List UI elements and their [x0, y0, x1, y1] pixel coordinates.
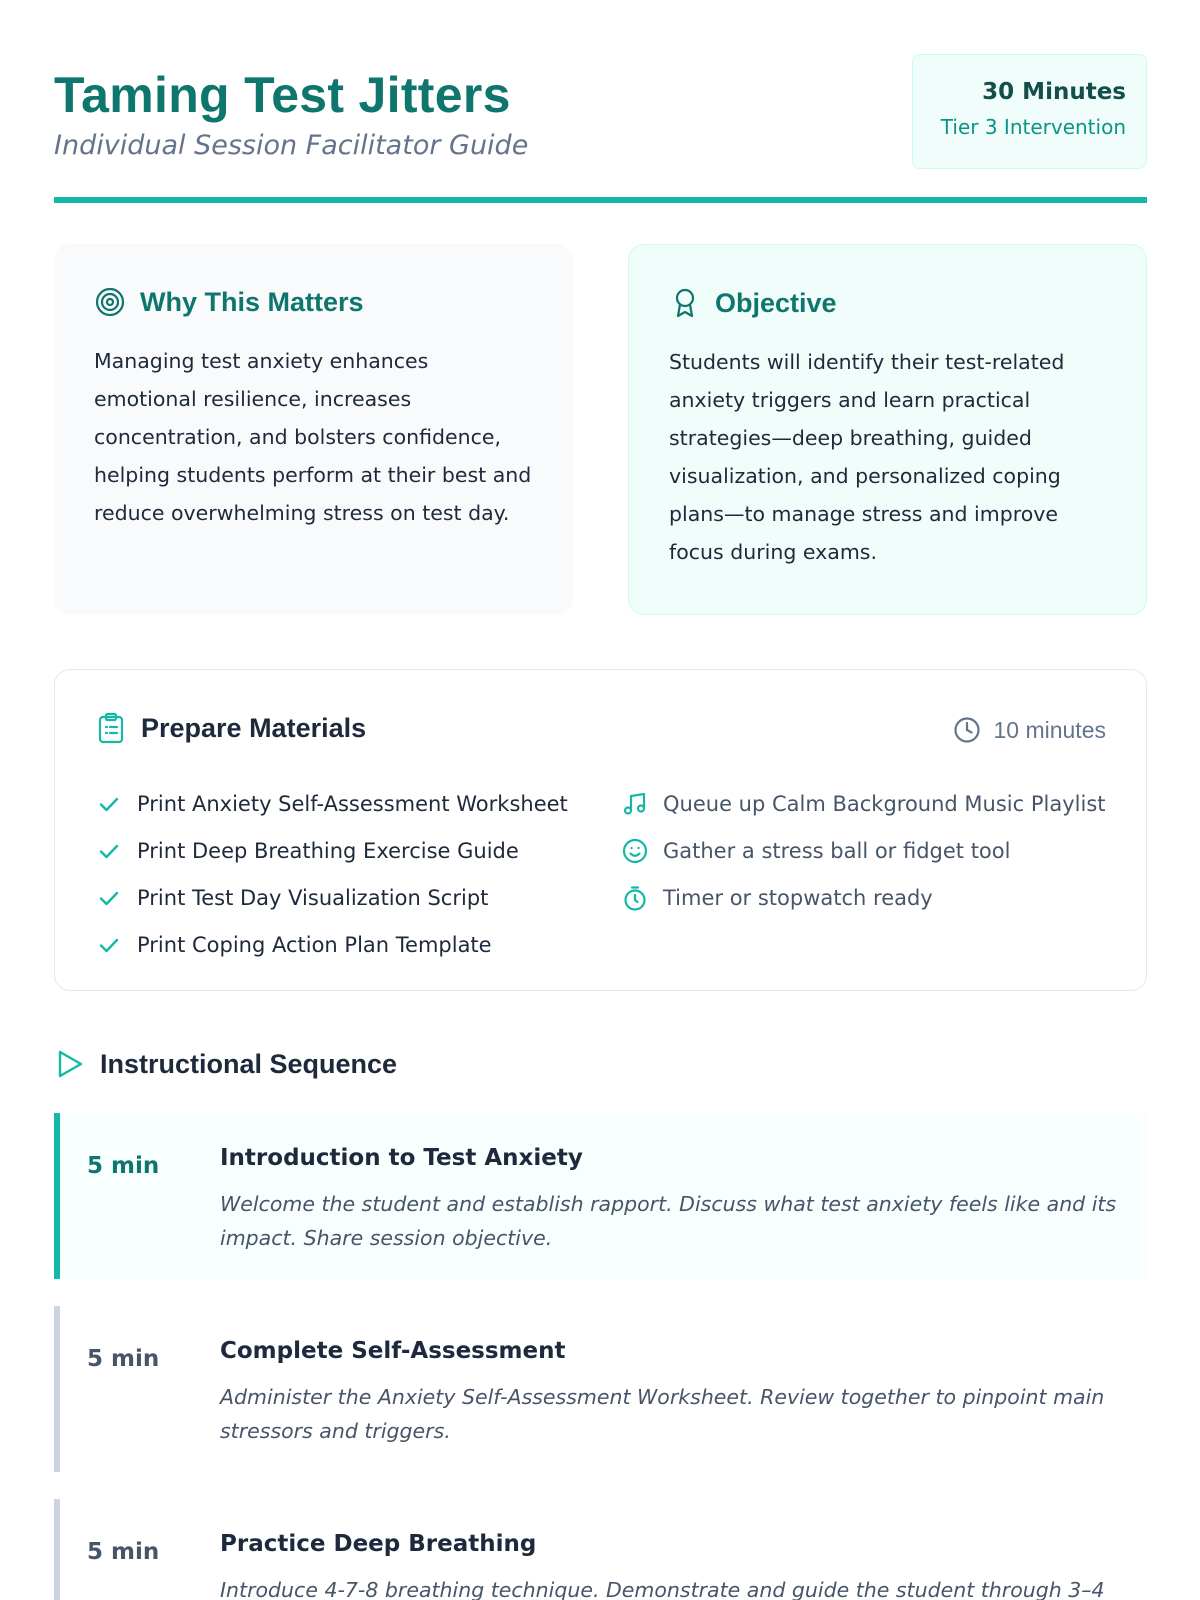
- stopwatch-icon: [621, 884, 649, 912]
- list-item: [621, 780, 1106, 827]
- list-item: [621, 827, 1106, 874]
- step-title: Practice Deep Breathing: [220, 1531, 537, 1557]
- list-item: [95, 780, 568, 827]
- list-item: [95, 827, 568, 874]
- materials-setup-list: [621, 780, 1106, 921]
- page-title: Taming Test Jitters: [54, 67, 511, 123]
- material-label: Gather a stress ball or fidget tool: [663, 838, 1011, 863]
- material-label: Print Deep Breathing Exercise Guide: [137, 838, 519, 863]
- why-card-body: Managing test anxiety enhances emotional resilience, increases concentration, and bolsters confidence, helping students perform at their best and reduce overwhelming stress on test day.: [94, 349, 532, 525]
- materials-header: [95, 712, 366, 744]
- why-card-heading: Why This Matters: [140, 286, 364, 317]
- step-duration: 5 min: [87, 1346, 160, 1372]
- smile-icon: [621, 837, 649, 865]
- clock-icon: [953, 716, 981, 744]
- materials-print-list: [95, 780, 568, 968]
- sequence-heading: Instructional Sequence: [100, 1048, 398, 1079]
- objective-card: [628, 244, 1147, 615]
- material-label: Print Test Day Visualization Script: [137, 885, 489, 910]
- sequence-step: [54, 1113, 1147, 1279]
- materials-heading: Prepare Materials: [141, 712, 367, 743]
- objective-card-header: [669, 287, 837, 319]
- material-label: Queue up Calm Background Music Playlist: [663, 791, 1106, 816]
- session-duration: 30 Minutes: [982, 79, 1126, 105]
- list-item: [95, 874, 568, 921]
- step-duration: 5 min: [87, 1539, 160, 1565]
- step-title: Complete Self-Assessment: [220, 1338, 566, 1364]
- step-description: Introduce 4-7-8 breathing technique. Demonstrate and guide the student through 3–4: [220, 1578, 1105, 1600]
- step-description: Administer the Anxiety Self-Assessment Worksheet. Review together to pinpoint main stressors and triggers.: [220, 1385, 1105, 1443]
- target-icon: [94, 286, 126, 318]
- material-label: Timer or stopwatch ready: [663, 885, 933, 910]
- prep-time-label: 10 minutes: [993, 716, 1106, 743]
- step-duration: 5 min: [87, 1153, 160, 1179]
- session-badge: [912, 54, 1147, 169]
- objective-card-body: Students will identify their test-related anxiety triggers and learn practical strategies—deep breathing, guided visualization, and personalized coping plans—to manage stress and improve focus during exams.: [669, 350, 1065, 564]
- sequence-step: [54, 1306, 1147, 1472]
- check-icon: [95, 884, 123, 912]
- prep-time: [953, 716, 1106, 744]
- objective-card-heading: Objective: [715, 287, 837, 318]
- clipboard-list-icon: [95, 712, 127, 744]
- check-icon: [95, 931, 123, 959]
- list-item: [95, 921, 568, 968]
- header-divider: [54, 197, 1147, 203]
- prepare-materials-card: [54, 669, 1147, 991]
- check-icon: [95, 790, 123, 818]
- list-item: [621, 874, 1106, 921]
- page-header: [54, 52, 1147, 202]
- material-label: Print Coping Action Plan Template: [137, 932, 492, 957]
- material-label: Print Anxiety Self-Assessment Worksheet: [137, 791, 568, 816]
- sequence-header: [54, 1048, 397, 1080]
- music-icon: [621, 790, 649, 818]
- check-icon: [95, 837, 123, 865]
- page-subtitle: Individual Session Facilitator Guide: [54, 130, 529, 161]
- step-title: Introduction to Test Anxiety: [220, 1145, 583, 1171]
- award-ribbon-icon: [669, 287, 701, 319]
- sequence-step: [54, 1499, 1147, 1600]
- why-card-header: [94, 286, 364, 318]
- session-tier: Tier 3 Intervention: [940, 115, 1126, 139]
- why-this-matters-card: [54, 244, 573, 615]
- play-icon: [54, 1048, 86, 1080]
- facilitator-guide-page: [54, 0, 1147, 1600]
- step-description: Welcome the student and establish rapport. Discuss what test anxiety feels like and its impact. Share session objective.: [220, 1192, 1117, 1250]
